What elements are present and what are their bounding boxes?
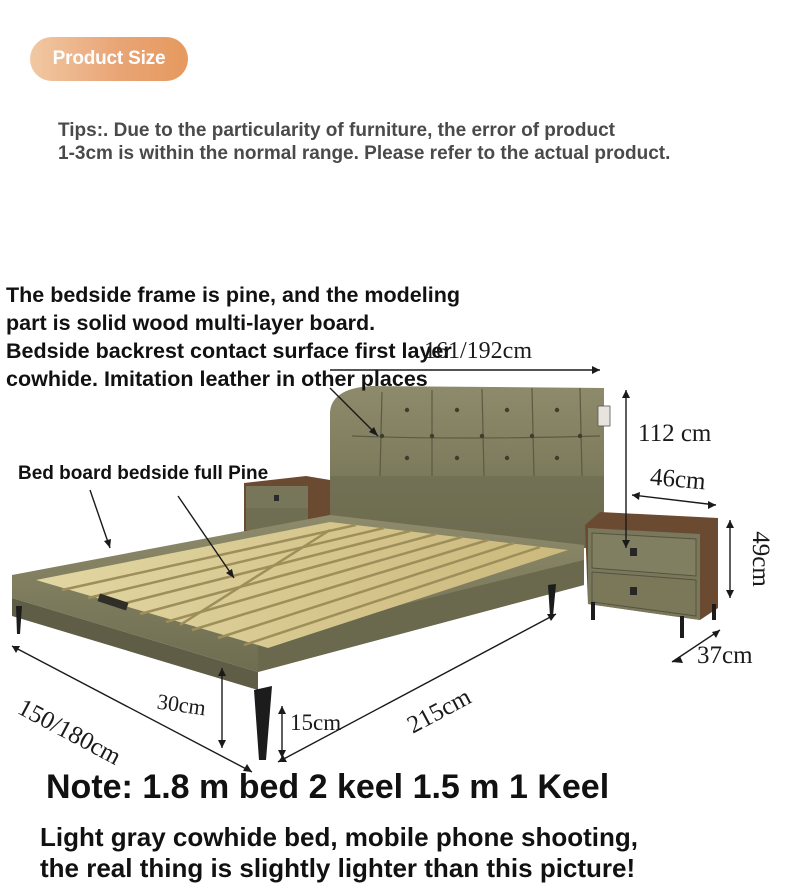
headboard-width-label: 161/192cm — [424, 338, 532, 364]
tips-line-1: Tips:. Due to the particularity of furniture, the error of product — [58, 120, 616, 141]
nightstand-height-label: 49cm — [746, 531, 774, 587]
leg-height-label: 15cm — [290, 710, 342, 735]
product-size-badge: Product Size — [30, 37, 188, 81]
disclaimer-line-1: Light gray cowhide bed, mobile phone shooting, — [40, 822, 638, 852]
color-disclaimer — [40, 822, 780, 884]
disclaimer-line-2: the real thing is slightly lighter than this picture! — [40, 853, 636, 883]
keel-note: Note: 1.8 m bed 2 keel 1.5 m 1 Keel — [46, 768, 610, 806]
tips-line-2: 1-3cm is within the normal range. Please refer to the actual product. — [58, 143, 671, 164]
nightstand-width-label: 46cm — [648, 463, 707, 496]
rail-height-label: 30cm — [155, 688, 208, 721]
right-nightstand — [585, 512, 718, 638]
callout-line-2: part is solid wood multi-layer board. — [6, 311, 376, 335]
headboard-height-label: 112 cm — [638, 420, 712, 447]
bed-frame — [12, 515, 584, 690]
callout-line-3: Bedside backrest contact surface first layer — [6, 339, 452, 363]
bed-width-label: 150/180cm — [13, 694, 126, 771]
material-callout — [6, 281, 566, 393]
bed-length-label: 215cm — [402, 683, 476, 740]
callout-line-4: cowhide. Imitation leather in other places — [6, 367, 428, 391]
bed-board-label: Bed board bedside full Pine — [18, 463, 269, 484]
callout-line-1: The bedside frame is pine, and the modeling — [6, 283, 460, 307]
nightstand-depth-label: 37cm — [697, 642, 753, 669]
